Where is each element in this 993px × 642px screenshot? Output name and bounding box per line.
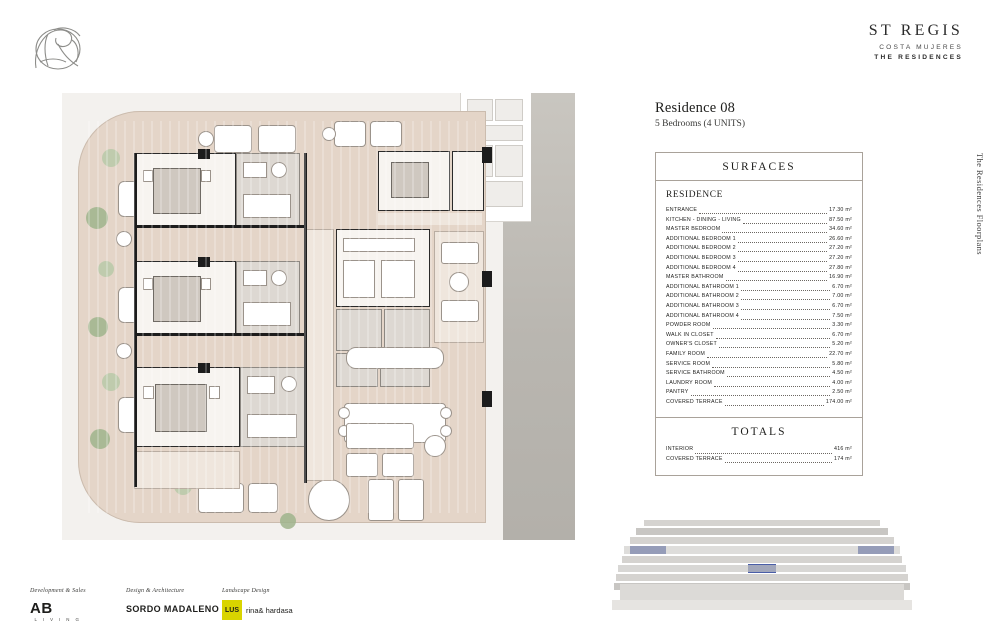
- landscape-logo-mark: LUS: [222, 600, 242, 620]
- leader-dots: [738, 270, 827, 272]
- leader-dots: [722, 231, 827, 233]
- surface-row-value: 4.00 m²: [832, 379, 852, 386]
- surface-row-value: 174 m²: [834, 456, 852, 463]
- leader-dots: [741, 298, 830, 300]
- surface-row-value: 17.30 m²: [829, 207, 852, 213]
- room-bathroom-3: [452, 151, 484, 211]
- leader-dots: [726, 279, 828, 281]
- leader-dots: [719, 346, 830, 348]
- st-regis-monogram-icon: [28, 22, 88, 76]
- leader-dots: [712, 366, 830, 368]
- surface-row-value: 6.70 m²: [832, 283, 852, 290]
- surface-row: [666, 379, 852, 389]
- room-bedroom-3: [378, 151, 450, 211]
- credit-title: Landscape Design: [222, 588, 270, 594]
- surface-row-name: COVERED TERRACE: [666, 456, 723, 463]
- surface-row-value: 6.70 m²: [832, 331, 852, 338]
- room-living: [340, 417, 464, 481]
- room-kitchen: [336, 229, 430, 307]
- surface-row-value: 87.50 m²: [829, 216, 852, 223]
- ab-logo-text: AB: [30, 600, 53, 617]
- leader-dots: [691, 394, 831, 396]
- surface-row: [666, 235, 852, 245]
- leader-dots: [713, 327, 831, 329]
- surface-row-value: 6.70 m²: [832, 302, 852, 309]
- leader-dots: [727, 375, 830, 377]
- surface-row: [666, 350, 852, 360]
- surface-row-value: 3.30 m²: [832, 322, 852, 329]
- surface-row-value: 16.90 m²: [829, 274, 852, 281]
- room-family-room: [434, 231, 484, 343]
- surface-row-value: 7.50 m²: [832, 312, 852, 319]
- surface-row: [666, 321, 852, 331]
- surface-row-name: MASTER BEDROOM: [666, 226, 721, 233]
- surface-row: [666, 445, 852, 455]
- surface-row-name: ENTRANCE: [666, 207, 698, 213]
- room-bathroom-1: [236, 153, 300, 227]
- surface-row: [666, 216, 852, 226]
- room-bathroom-2: [236, 261, 300, 335]
- credit-title: Development & Sales: [30, 588, 86, 594]
- leader-dots: [695, 452, 832, 454]
- surface-row: [666, 331, 852, 341]
- room-pantry: [336, 309, 382, 351]
- surface-row: [666, 302, 852, 312]
- room-bedroom-1: [134, 153, 236, 227]
- surface-row: [666, 312, 852, 322]
- surface-row-name: ADDITIONAL BEDROOM 1: [666, 235, 736, 242]
- surface-row-value: 2.50 m²: [832, 389, 852, 396]
- sordo-madaleno-logo: SORDO MADALENO: [126, 604, 220, 614]
- surface-row-value: 34.60 m²: [829, 226, 852, 233]
- surface-row: [666, 225, 852, 235]
- surface-row-value: 174.00 m²: [825, 398, 852, 405]
- credit-design-architecture: [126, 588, 219, 614]
- ab-logo-subtext: L I V I N G: [34, 617, 82, 622]
- surface-row: [666, 455, 852, 465]
- surface-row-value: 26.60 m²: [829, 235, 852, 242]
- credit-development-sales: [30, 588, 86, 622]
- residence-title: Residence 08: [655, 100, 736, 116]
- surface-row: [666, 388, 852, 398]
- surface-row-value: 5.20 m²: [832, 341, 852, 348]
- leader-dots: [738, 260, 827, 262]
- leader-dots: [725, 461, 832, 463]
- surface-row-value: 416 m²: [834, 446, 852, 453]
- surface-row-name: MASTER BATHROOM: [666, 274, 724, 281]
- side-label: The Residences Floorplans: [975, 152, 985, 255]
- brand-collection: THE RESIDENCES: [874, 54, 963, 61]
- surface-row-name: SERVICE ROOM: [666, 360, 711, 367]
- leader-dots: [741, 318, 830, 320]
- surface-row-name: WALK IN CLOSET: [666, 331, 714, 338]
- leader-dots: [741, 289, 830, 291]
- surface-row: [666, 398, 852, 408]
- ab-living-logo: [30, 601, 86, 622]
- surface-row: [666, 283, 852, 293]
- surface-row-value: 27.20 m²: [829, 254, 852, 261]
- surface-row-name: ADDITIONAL BATHROOM 1: [666, 283, 739, 290]
- surfaces-section-label: RESIDENCE: [666, 190, 723, 200]
- leader-dots: [741, 308, 830, 310]
- leader-dots: [714, 385, 830, 387]
- surface-row-value: 27.20 m²: [829, 245, 852, 252]
- surface-row-name: POWDER ROOM: [666, 322, 711, 329]
- surface-row: [666, 340, 852, 350]
- leader-dots: [716, 337, 831, 339]
- room-walk-in-closet: [134, 451, 240, 489]
- surface-row-value: 4.50 m²: [832, 370, 852, 377]
- surfaces-table: [655, 152, 863, 476]
- surface-row-name: FAMILY ROOM: [666, 350, 706, 357]
- surface-row-name: ADDITIONAL BEDROOM 3: [666, 254, 736, 261]
- surface-row-name: COVERED TERRACE: [666, 398, 723, 405]
- surface-row-value: 7.00 m²: [832, 293, 852, 300]
- surface-row-name: SERVICE BATHROOM: [666, 370, 725, 377]
- totals-header: TOTALS: [656, 417, 862, 445]
- credit-title: Design & Architecture: [126, 588, 185, 594]
- room-entrance-hall: [304, 229, 334, 481]
- leader-dots: [738, 241, 827, 243]
- credit-landscape-design: [222, 588, 293, 620]
- surface-row: [666, 360, 852, 370]
- leader-dots: [707, 356, 827, 358]
- surface-row: [666, 254, 852, 264]
- totals-row-list: [656, 445, 862, 474]
- surface-row: [666, 369, 852, 379]
- brand-name: ST REGIS: [868, 22, 963, 39]
- surface-row-name: ADDITIONAL BEDROOM 4: [666, 264, 736, 271]
- surface-row: [666, 244, 852, 254]
- leader-dots: [738, 250, 827, 252]
- corridor: [378, 213, 482, 225]
- surface-row-value: 5.80 m²: [832, 360, 852, 367]
- room-bedroom-2: [134, 261, 236, 335]
- landscape-logo-text: rina& hardasa: [246, 605, 293, 615]
- leader-dots: [699, 212, 827, 214]
- surfaces-header: SURFACES: [656, 153, 862, 181]
- surface-row-name: KITCHEN - DINING - LIVING: [666, 216, 741, 223]
- residence-subtitle: 5 Bedrooms (4 UNITS): [655, 119, 745, 129]
- surface-row-name: ADDITIONAL BATHROOM 4: [666, 312, 739, 319]
- surface-row-name: ADDITIONAL BATHROOM 3: [666, 302, 739, 309]
- surface-row-value: 27.80 m²: [829, 264, 852, 271]
- surface-row: [666, 292, 852, 302]
- brand-lockup: [869, 22, 963, 61]
- surface-row-name: OWNER'S CLOSET: [666, 341, 718, 348]
- room-master-bedroom: [134, 367, 240, 447]
- surface-row-name: PANTRY: [666, 389, 689, 396]
- residence-unit-outline: [78, 111, 486, 523]
- brand-location: COSTA MUJERES: [879, 44, 963, 51]
- landscape-logo: [222, 600, 293, 620]
- surface-row-name: ADDITIONAL BATHROOM 2: [666, 293, 739, 300]
- surface-row: [666, 206, 852, 216]
- surface-row-value: 22.70 m²: [829, 350, 852, 357]
- surface-row-name: ADDITIONAL BEDROOM 2: [666, 245, 736, 252]
- surfaces-row-list: [656, 204, 862, 417]
- surface-row: [666, 264, 852, 274]
- surface-row: [666, 273, 852, 283]
- leader-dots: [743, 222, 827, 224]
- building-elevation: [612, 520, 912, 610]
- floorplan-drawing: [62, 93, 575, 540]
- leader-dots: [725, 404, 824, 406]
- surface-row-name: LAUNDRY ROOM: [666, 379, 713, 386]
- surface-row-name: INTERIOR: [666, 446, 694, 453]
- room-service-room: [384, 309, 430, 351]
- room-master-bathroom: [240, 367, 306, 447]
